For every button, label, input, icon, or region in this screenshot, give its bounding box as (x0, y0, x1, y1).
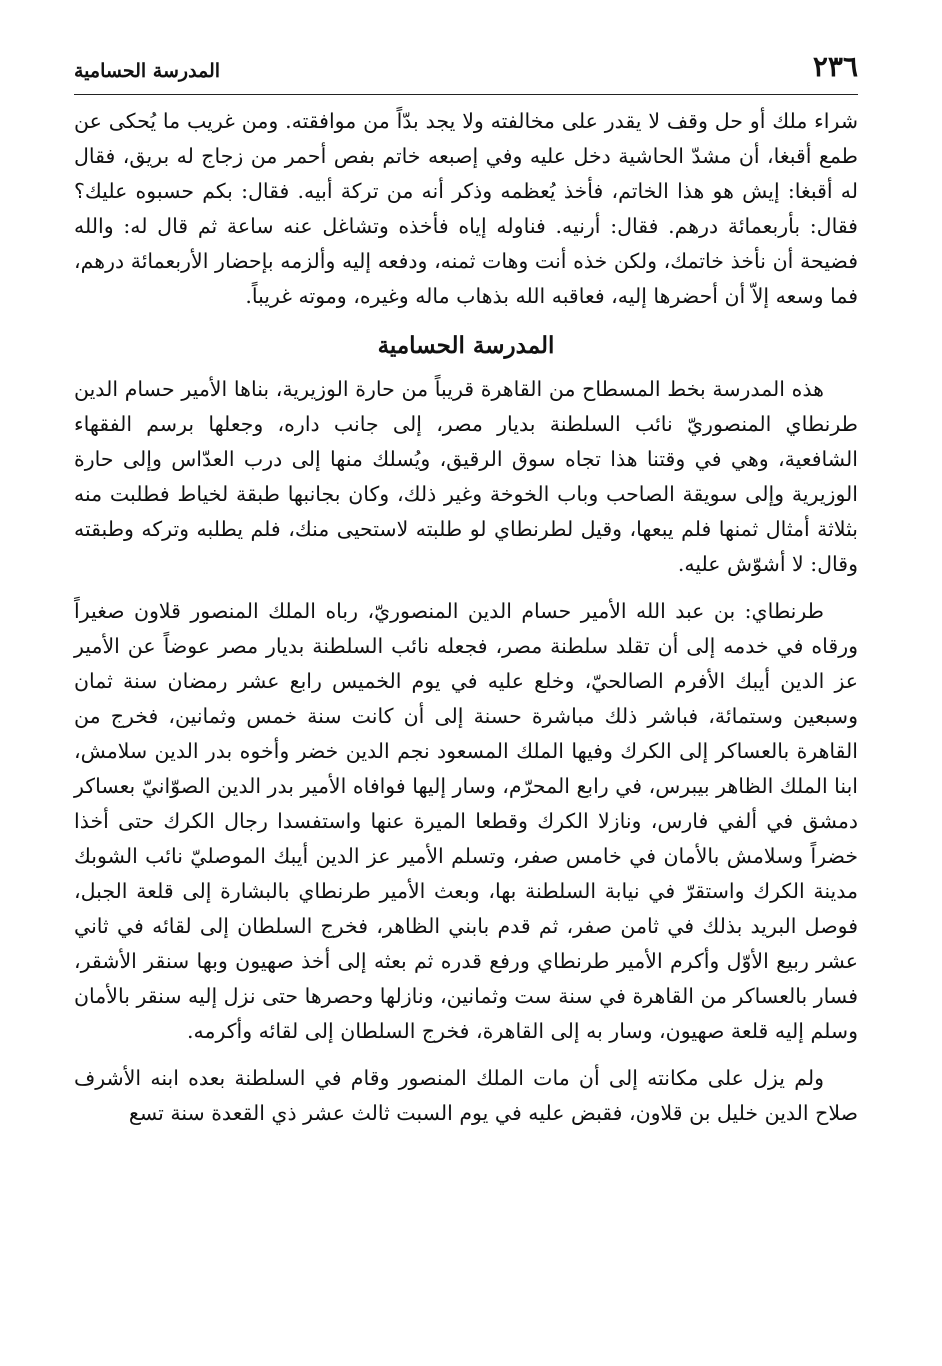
paragraph-gap (74, 582, 858, 594)
body-text (74, 104, 858, 1131)
paragraph-gap (74, 1049, 858, 1061)
page-number: ٢٣٦ (812, 50, 858, 83)
running-header (74, 48, 858, 95)
running-title: المدرسة الحسامية (74, 60, 221, 82)
paragraph-continuation: ولم يزل على مكانته إلى أن مات الملك المنصور وقام في السلطنة بعده ابنه الأشرف صلاح الدين خليل بن قلاون، فقبض عليه في يوم السبت ثالث عشر ذي القعدة سنة تسع (74, 1066, 858, 1125)
intro-paragraph: شراء ملك أو حل وقف لا يقدر على مخالفته ولا يجد بدّاً من موافقته. ومن غريب ما يُحكى عن طمع أقبغا، أن مشدّ الحاشية دخل عليه وفي إصبعه خاتم بفص أحمر من زجاج له بريق، فقال له أقبغا: إيش هو هذا الخاتم، فأخذ يُعظمه وذكر أنه من تركة أبيه. فقال: بكم حسبوه عليك؟ فقال: بأربعمائة درهم. فقال: أرنيه. فناوله إياه فأخذه وتشاغل عنه ساعة ثم قال له: والله فضيحة أن نأخذ خاتمك، ولكن خذه أنت وهات ثمنه، ودفعه إليه وألزمه بإحضار الأربعمائة درهم، فما وسعه إلاّ أن أحضرها إليه، فعاقبه الله بذهاب ماله وغيره، وموته غريباً. (74, 109, 858, 308)
section-title: المدرسة الحسامية (377, 332, 555, 359)
paragraph-madrasa: هذه المدرسة بخط المسطاح من القاهرة قريباً من حارة الوزيرية، بناها الأمير حسام الدين طرنطاي المنصوريّ نائب السلطنة بديار مصر، إلى جانب داره، وجعلها برسم الفقهاء الشافعية، وهي في وقتنا هذا تجاه سوق الرقيق، ويُسلك منها إلى درب العدّاس وإلى حارة الوزيرية وإلى سويقة الصاحب وباب الخوخة وغير ذلك، وكان بجانبها طبقة لخياط فطلبت منه بثلاثة أمثال ثمنها فلم يبعها، وقيل لطرنطاي لو طلبته لاستحيى منك، فلم يطلبه وتركه وطبقته وقال: لا أشوّش عليه. (74, 377, 858, 576)
paragraph-turuntay: طرنطاي: بن عبد الله الأمير حسام الدين المنصوريّ، رباه الملك المنصور قلاون صغيراً ورقاه في خدمه إلى أن تقلد سلطنة مصر، فجعله نائب السلطنة بديار مصر عوضاً عن الأمير عز الدين أيبك الأفرم الصالحيّ، وخلع عليه في يوم الخميس رابع عشر رمضان سنة ثمان وسبعين وستمائة، فباشر ذلك مباشرة حسنة إلى أن كانت سنة خمس وثمانين، فخرج من القاهرة بالعساكر إلى الكرك وفيها الملك المسعود نجم الدين خضر وأخوه بدر الدين سلامش، ابنا الملك الظاهر بيبرس، في رابع المحرّم، وسار إليها فوافاه الأمير بدر الدين الصوّانيّ بعساكر دمشق في ألفي فارس، ونازلا الكرك وقطعا الميرة عنها واستفسدا رجال الكرك حتى أخذا خضراً وسلامش بالأمان في خامس صفر، وتسلم الأمير عز الدين أيبك الموصليّ نائب الشوبك مدينة الكرك واستقرّ في نيابة السلطنة بها، وبعث الأمير طرنطاي بالبشارة إلى قلعة الجبل، فوصل البريد بذلك في ثامن صفر، ثم قدم بابني الظاهر، فخرج السلطان إلى لقائه في ثاني عشر ربيع الأوّل وأكرم الأمير طرنطاي ورفع قدره ثم بعثه إلى أخذ صهيون وبها سنقر الأشقر، فسار بالعساكر من القاهرة في سنة ست وثمانين، ونازلها وحصرها حتى نزل إليه سنقر بالأمان وسلم إليه قلعة صهيون، وسار به إلى القاهرة، فخرج السلطان إلى لقائه وأكرمه. (74, 599, 858, 1043)
